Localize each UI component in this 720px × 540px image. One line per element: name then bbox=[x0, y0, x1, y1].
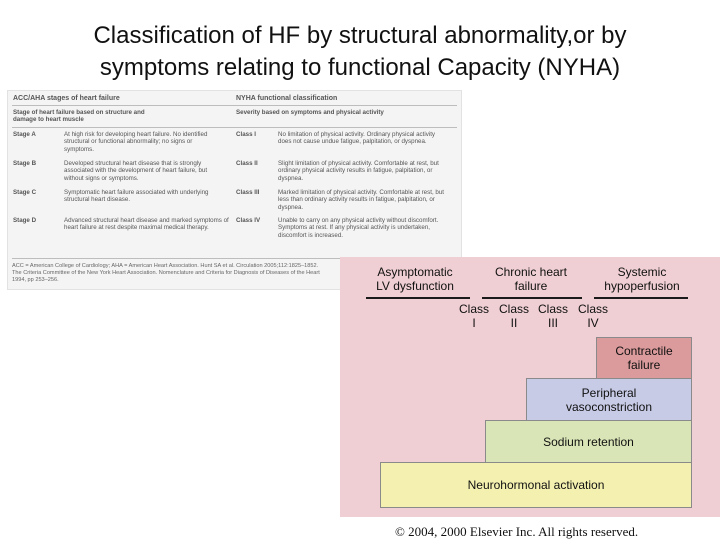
step-contractile-failure bbox=[596, 337, 692, 379]
category-underline bbox=[594, 297, 688, 299]
label-line: I bbox=[472, 316, 476, 330]
step-label-line: failure bbox=[627, 358, 661, 372]
acc-aha-header: ACC/AHA stages of heart failure bbox=[13, 95, 120, 102]
label-line: Chronic heart bbox=[494, 265, 568, 279]
copyright-notice: © 2004, 2000 Elsevier Inc. All rights reserved. bbox=[395, 524, 639, 539]
severity-subheader: Severity based on symptoms and physical activity bbox=[236, 109, 384, 116]
label-line: III bbox=[547, 316, 558, 330]
class-description bbox=[278, 160, 460, 182]
class-description-line: discomfort is increased. bbox=[278, 231, 343, 239]
slide-title bbox=[0, 20, 720, 84]
stage-description-line: heart failure at rest despite maximal medical therapy. bbox=[64, 224, 209, 232]
table-footnote bbox=[12, 263, 342, 284]
class-label: Class II bbox=[236, 160, 258, 167]
stage-description-line: symptoms. bbox=[64, 145, 94, 153]
stage-description-line: structural heart disease. bbox=[64, 196, 131, 204]
class-description bbox=[278, 131, 460, 146]
stage-description-line: Symptomatic heart failure associated with underlying bbox=[64, 189, 209, 196]
class-description-line: Slight limitation of physical activity. Comfortable at rest, but bbox=[278, 160, 439, 167]
footnote-line: ACC = American College of Cardiology; AHA = American Heart Association. Hunt SA et al. Circulation 2005;112:1825–1852. bbox=[12, 263, 319, 269]
stage-description-line: without signs or symptoms. bbox=[64, 174, 139, 182]
stage-label: Stage B bbox=[13, 160, 37, 167]
label-line: Class bbox=[458, 302, 489, 316]
nyha-header: NYHA functional classification bbox=[236, 95, 338, 102]
step-label-line: Sodium retention bbox=[543, 434, 634, 449]
label-line: Systemic bbox=[617, 265, 667, 279]
label-line: IV bbox=[587, 316, 599, 330]
table-rule bbox=[12, 127, 457, 128]
stage-description-line: Advanced structural heart disease and marked symptoms of bbox=[64, 217, 229, 224]
class-description-line: less than ordinary activity results in fatigue, palpitation, or bbox=[278, 196, 435, 204]
class-label: Class III bbox=[236, 189, 260, 196]
class-description-line: No limitation of physical activity. Ordinary physical activity bbox=[278, 131, 436, 138]
step-neurohormonal-activation bbox=[380, 462, 692, 508]
class-description bbox=[278, 217, 460, 239]
class-description-line: Marked limitation of physical activity. Comfortable at rest, but bbox=[278, 189, 444, 196]
category-underline bbox=[366, 297, 470, 299]
class-description-line: does not cause undue fatigue, palpitation, or dyspnea. bbox=[278, 138, 427, 146]
stage-description bbox=[64, 160, 234, 182]
step-sodium-retention bbox=[485, 420, 692, 463]
label-line: II bbox=[510, 316, 518, 330]
hf-progression-diagram bbox=[340, 257, 720, 517]
footnote-line: The Criteria Committee of the New York Heart Association. Nomenclature and Criteria for Diagnosis of Diseases of the Heart bbox=[12, 270, 320, 276]
class-description-line: dyspnea. bbox=[278, 203, 304, 211]
category-underline bbox=[482, 297, 582, 299]
stage-label: Stage C bbox=[13, 189, 37, 196]
label-asymptomatic-lv-dysfunction bbox=[360, 265, 470, 293]
label-systemic-hypoperfusion bbox=[590, 265, 694, 293]
footnote-line: 1994, pp 253–256. bbox=[12, 277, 59, 283]
label-line: failure bbox=[514, 279, 548, 293]
stage-subheader-line-2: damage to heart muscle bbox=[13, 116, 84, 124]
class-description-line: dyspnea. bbox=[278, 174, 304, 182]
label-line: Asymptomatic bbox=[377, 265, 453, 279]
step-label-line: Neurohormonal activation bbox=[467, 478, 605, 492]
label-line: Class bbox=[577, 302, 608, 316]
label-line: Class bbox=[537, 302, 568, 316]
stage-description-line: At high risk for developing heart failure. No identified bbox=[64, 131, 208, 138]
class-description-line: Symptoms at rest. If any physical activity is undertaken, bbox=[278, 224, 430, 232]
step-label-line: Contractile bbox=[615, 344, 673, 358]
label-chronic-heart-failure bbox=[478, 265, 584, 293]
class-iii-label bbox=[533, 302, 573, 330]
stage-subheader-line-1: Stage of heart failure based on structure and bbox=[13, 109, 145, 116]
stage-description bbox=[64, 189, 234, 204]
class-label: Class IV bbox=[236, 217, 261, 224]
stage-description-line: associated with the development of heart failure, but bbox=[64, 167, 208, 175]
stage-description-line: structural or functional abnormality; no signs or bbox=[64, 138, 193, 146]
class-i-label bbox=[454, 302, 494, 330]
stage-description-line: Developed structural heart disease that is strongly bbox=[64, 160, 202, 167]
stage-label: Stage D bbox=[13, 217, 37, 224]
slide-title-line-1: Classification of HF by structural abnormality,or by bbox=[93, 22, 627, 49]
class-iv-label bbox=[573, 302, 613, 330]
class-label: Class I bbox=[236, 131, 256, 138]
table-rule bbox=[12, 105, 457, 106]
class-description-line: Unable to carry on any physical activity without discomfort. bbox=[278, 217, 439, 224]
stage-description bbox=[64, 217, 234, 232]
class-ii-label bbox=[494, 302, 534, 330]
step-label-line: Peripheral bbox=[581, 385, 637, 400]
slide-title-line-2: symptoms relating to functional Capacity (NYHA) bbox=[99, 54, 621, 81]
label-line: Class bbox=[498, 302, 529, 316]
step-peripheral-vasoconstriction bbox=[526, 378, 692, 421]
stage-subheader bbox=[13, 109, 145, 124]
class-description-line: ordinary physical activity results in fatigue, palpitation, or bbox=[278, 167, 433, 175]
label-line: hypoperfusion bbox=[604, 279, 680, 293]
class-description bbox=[278, 189, 460, 211]
step-label-line: vasoconstriction bbox=[565, 399, 653, 414]
stage-description bbox=[64, 131, 234, 153]
stage-label: Stage A bbox=[13, 131, 36, 138]
label-line: LV dysfunction bbox=[376, 279, 454, 293]
